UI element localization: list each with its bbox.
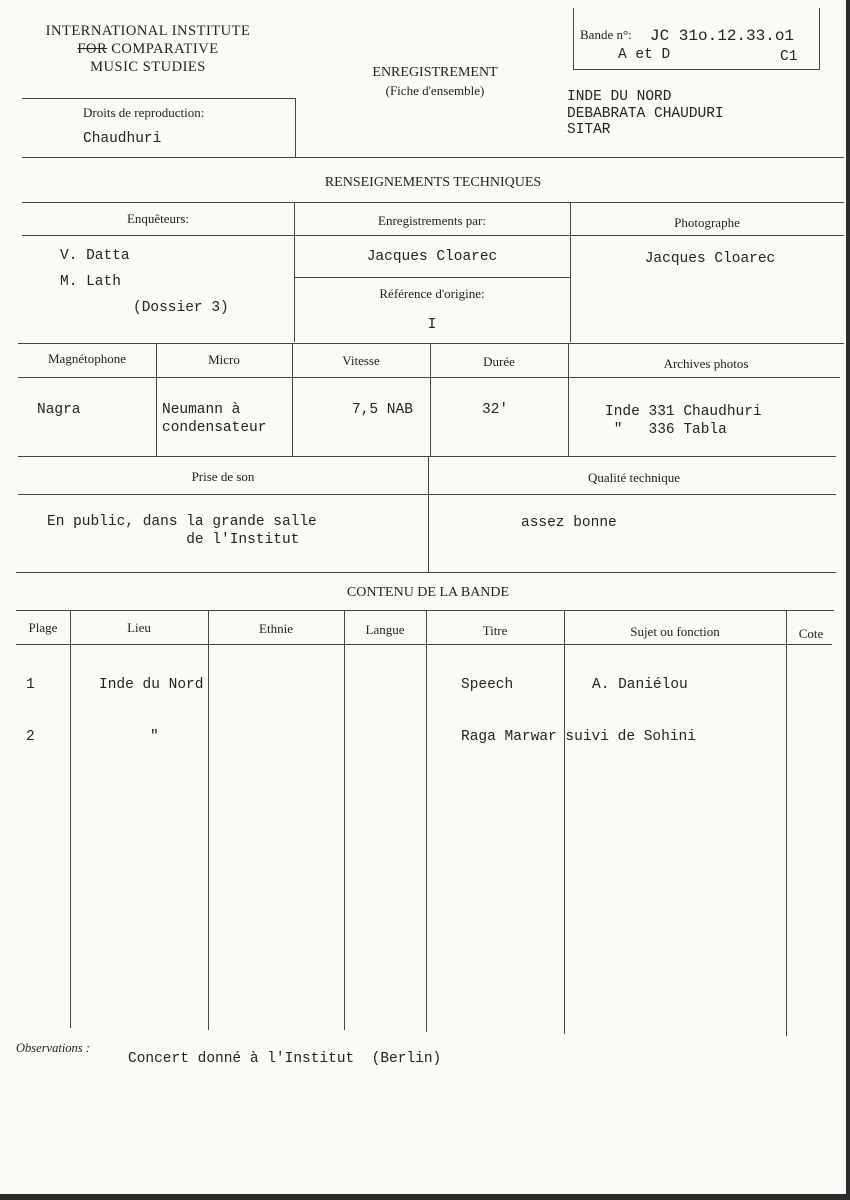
rights-value: Chaudhuri (83, 131, 162, 147)
table-row (16, 728, 836, 750)
form-subtitle: (Fiche d'ensemble) (385, 83, 485, 98)
archives-photos-value: Inde 331 Chaudhuri " 336 Tabla (605, 404, 762, 438)
contenu-header-rule (16, 644, 832, 645)
ref-rule (294, 277, 570, 278)
reference-value: I (427, 317, 437, 333)
bande-box-bottom-border (573, 69, 820, 70)
vitesse-label: Vitesse (342, 353, 380, 368)
bande-box-right-border (819, 8, 820, 70)
bande-label: Bande n°: (580, 27, 632, 42)
row-plage: 1 (26, 677, 35, 693)
rights-label: Droits de reproduction: (83, 105, 205, 120)
col-header-sujet: Sujet ou fonction (630, 624, 720, 639)
photographe-value: Jacques Cloarec (644, 251, 776, 267)
col-header-lieu: Lieu (127, 620, 151, 635)
row-sujet: A. Daniélou (592, 677, 688, 693)
contenu-col-divider-3 (344, 610, 345, 1030)
header-bottom-rule (22, 157, 844, 158)
row-lieu: " (150, 729, 159, 745)
vitesse-value: 7,5 NAB (352, 402, 413, 418)
instrument-line: SITAR (567, 122, 611, 138)
contenu-col-divider-1 (70, 610, 71, 1028)
observations-value: Concert donné à l'Institut (Berlin) (128, 1051, 442, 1067)
rights-box-top (22, 98, 296, 99)
contenu-col-divider-5 (564, 610, 565, 1034)
observations-label: Observations : (16, 1041, 90, 1055)
qualite-technique-label: Qualité technique (587, 470, 681, 485)
contenu-col-divider-2 (208, 610, 209, 1030)
enqueteur-dossier: (Dossier 3) (133, 300, 229, 316)
form-title: ENREGISTREMENT (372, 65, 498, 80)
bande-value: JC 31o.12.33.o1 (650, 27, 795, 45)
table-row (16, 676, 836, 698)
tech-labels-rule (22, 235, 844, 236)
duree-value: 32' (482, 402, 509, 418)
col-header-langue: Langue (365, 622, 405, 637)
enregistrements-value: Jacques Cloarec (366, 249, 498, 265)
tech-title-rule (22, 202, 844, 203)
bande-sub-left: A et D (618, 47, 671, 63)
bande-sub-right: C1 (780, 49, 798, 65)
enqueteur-1: V. Datta (60, 248, 130, 264)
tech-bottom-rule (16, 572, 836, 573)
prise-de-son-value: En public, dans la grande salle de l'Institut (47, 514, 317, 548)
tech-section-title: RENSEIGNEMENTS TECHNIQUES (324, 175, 542, 190)
institute-name (14, 22, 282, 76)
institute-struck-word: FOR (77, 41, 108, 57)
row-titre: Speech (461, 677, 514, 693)
enqueteur-2: M. Lath (60, 274, 121, 290)
row-plage: 2 (26, 729, 35, 745)
equip-labels-rule (18, 377, 840, 378)
institute-line-2-rest: COMPARATIVE (107, 41, 219, 57)
magnetophone-label: Magnétophone (48, 351, 126, 366)
micro-label: Micro (208, 352, 240, 367)
institute-line-1: INTERNATIONAL INSTITUTE (45, 23, 251, 39)
reference-label: Référence d'origine: (379, 286, 485, 301)
prise-de-son-label: Prise de son (191, 469, 255, 484)
photographe-label: Photographe (674, 215, 740, 230)
artist-line: DEBABRATA CHAUDURI (567, 106, 724, 122)
contenu-title-rule (16, 610, 834, 611)
duree-label: Durée (483, 354, 515, 369)
col-header-plage: Plage (28, 620, 58, 635)
tech-block-rule (18, 343, 844, 344)
contenu-col-divider-4 (426, 610, 427, 1032)
prise-labels-rule (18, 494, 836, 495)
enqueteurs-label: Enquêteurs: (126, 211, 190, 226)
enregistrements-label: Enregistrements par: (378, 213, 486, 228)
equip-bottom-rule (18, 456, 836, 457)
row-lieu: Inde du Nord (99, 677, 204, 693)
col-header-ethnie: Ethnie (259, 621, 293, 636)
row-titre: Raga Marwar suivi de Sohini (461, 729, 696, 745)
magnetophone-value: Nagra (37, 402, 81, 418)
col-header-titre: Titre (482, 623, 508, 638)
institute-line-3: MUSIC STUDIES (90, 59, 206, 75)
contenu-col-divider-6 (786, 610, 787, 1036)
qualite-technique-value: assez bonne (521, 515, 617, 531)
col-header-cote: Cote (798, 626, 824, 641)
bande-box-left-border (573, 8, 574, 70)
micro-value: Neumann à condensateur (162, 402, 267, 436)
institute-line-2 (14, 40, 282, 58)
rights-box-right (295, 98, 296, 158)
contenu-section-title: CONTENU DE LA BANDE (346, 585, 510, 600)
region-line: INDE DU NORD (567, 89, 672, 105)
archives-photos-label: Archives photos (663, 356, 749, 371)
